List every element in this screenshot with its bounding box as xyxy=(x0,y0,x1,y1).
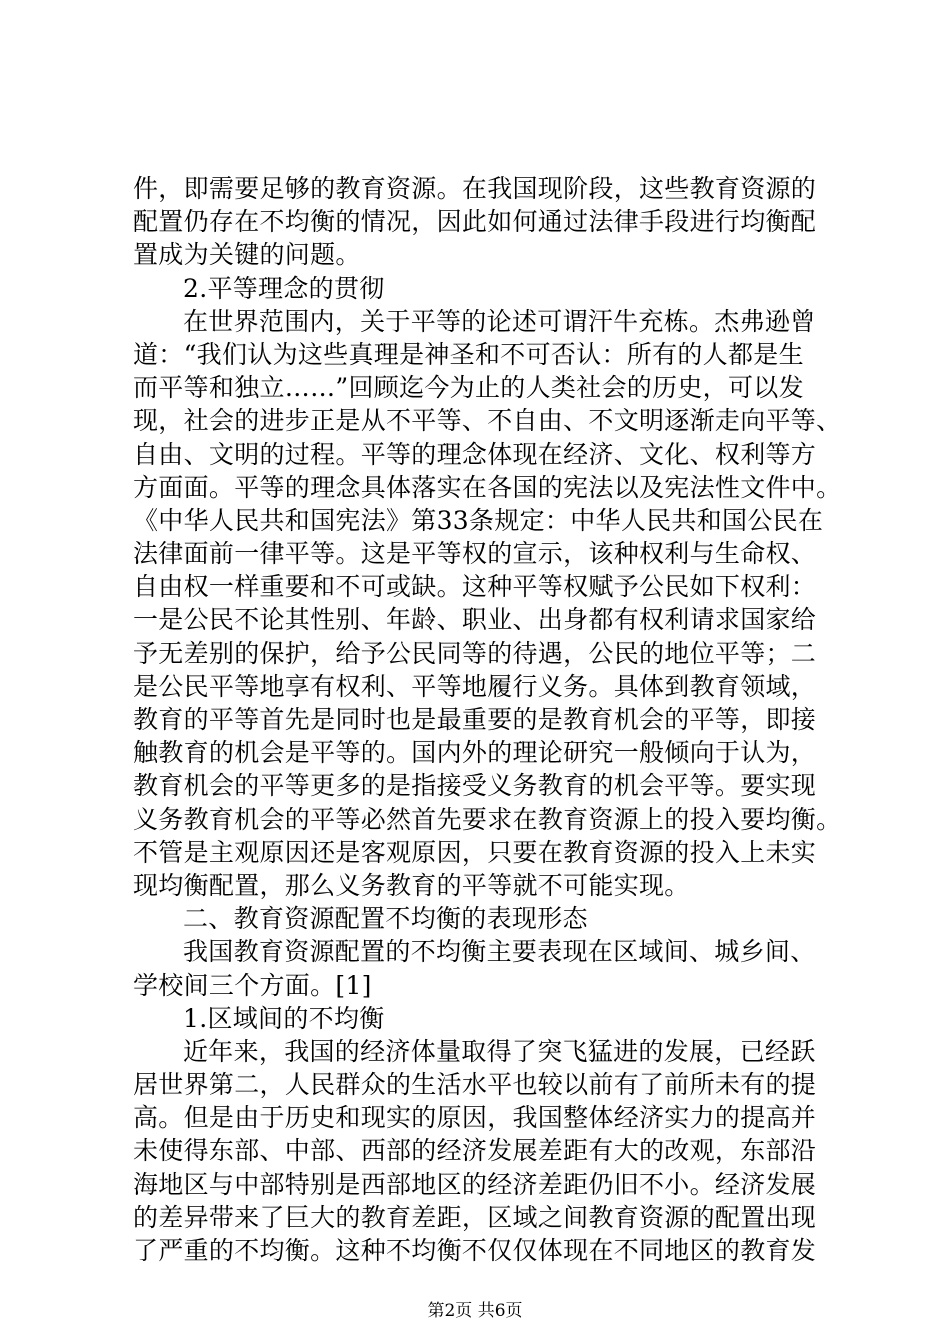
text-line: 义务教育机会的平等必然首先要求在教育资源上的投入要均衡。 xyxy=(133,804,842,834)
text-line: 高。但是由于历史和现实的原因，我国整体经济实力的提高并 xyxy=(133,1103,817,1133)
text-line: 2.平等理念的贯彻 xyxy=(183,273,385,303)
document-body xyxy=(133,172,842,1267)
text-line: 海地区与中部特别是西部地区的经济差距仍旧不小。经济发展 xyxy=(133,1169,817,1199)
text-line: 道：“我们认为这些真理是神圣和不可否认：所有的人都是生 xyxy=(133,339,804,369)
text-line: 是公民平等地享有权利、平等地履行义务。具体到教育领域， xyxy=(133,671,817,701)
text-line: 的差异带来了巨大的教育差距，区域之间教育资源的配置出现 xyxy=(133,1202,817,1232)
text-line: 件，即需要足够的教育资源。在我国现阶段，这些教育资源的 xyxy=(133,174,817,203)
text-line: 教育的平等首先是同时也是最重要的是教育机会的平等，即接 xyxy=(133,705,817,734)
text-line: 现均衡配置，那么义务教育的平等就不可能实现。 xyxy=(133,870,690,900)
text-line: 法律面前一律平等。这是平等权的宣示，该种权利与生命权、 xyxy=(133,539,817,569)
text-line: 二、教育资源配置不均衡的表现形态 xyxy=(183,904,588,934)
text-line: 现，社会的进步正是从不平等、不自由、不文明逐渐走向平等、 xyxy=(133,406,842,436)
text-line: 一是公民不论其性别、年龄、职业、出身都有权利请求国家给 xyxy=(133,605,817,635)
text-line: 不管是主观原因还是客观原因，只要在教育资源的投入上未实 xyxy=(133,837,817,867)
text-line: 置成为关键的问题。 xyxy=(133,240,361,270)
text-line: 予无差别的保护，给予公民同等的待遇，公民的地位平等；二 xyxy=(133,638,817,668)
text-line: 自由权一样重要和不可或缺。这种平等权赋予公民如下权利： xyxy=(133,572,817,602)
text-line: 方面面。平等的理念具体落实在各国的宪法以及宪法性文件中。 xyxy=(133,472,842,502)
text-line: 近年来，我国的经济体量取得了突飞猛进的发展，已经跃 xyxy=(183,1036,816,1066)
text-line: 触教育的机会是平等的。国内外的理论研究一般倾向于认为， xyxy=(133,738,817,768)
page-footer: 第2页 共6页 xyxy=(427,1301,523,1321)
text-line: 学校间三个方面。[1] xyxy=(133,970,372,1000)
text-line: 配置仍存在不均衡的情况，因此如何通过法律手段进行均衡配 xyxy=(133,207,817,237)
text-line: 《中华人民共和国宪法》第33条规定：中华人民共和国公民在 xyxy=(133,505,824,535)
text-line: 居世界第二，人民群众的生活水平也较以前有了前所未有的提 xyxy=(133,1070,817,1100)
text-line: 自由、文明的过程。平等的理念体现在经济、文化、权利等方 xyxy=(133,439,817,469)
text-line: 而平等和独立……”回顾迄今为止的人类社会的历史，可以发 xyxy=(133,373,804,403)
text-line: 教育机会的平等更多的是指接受义务教育的机会平等。要实现 xyxy=(133,771,817,801)
text-line: 在世界范围内，关于平等的论述可谓汗牛充栋。杰弗逊曾 xyxy=(183,306,816,336)
text-line: 未使得东部、中部、西部的经济发展差距有大的改观，东部沿 xyxy=(133,1136,817,1166)
text-line: 我国教育资源配置的不均衡主要表现在区域间、城乡间、 xyxy=(183,937,816,967)
text-line: 了严重的不均衡。这种不均衡不仅仅体现在不同地区的教育发 xyxy=(133,1236,817,1265)
text-line: 1.区域间的不均衡 xyxy=(183,1003,385,1033)
